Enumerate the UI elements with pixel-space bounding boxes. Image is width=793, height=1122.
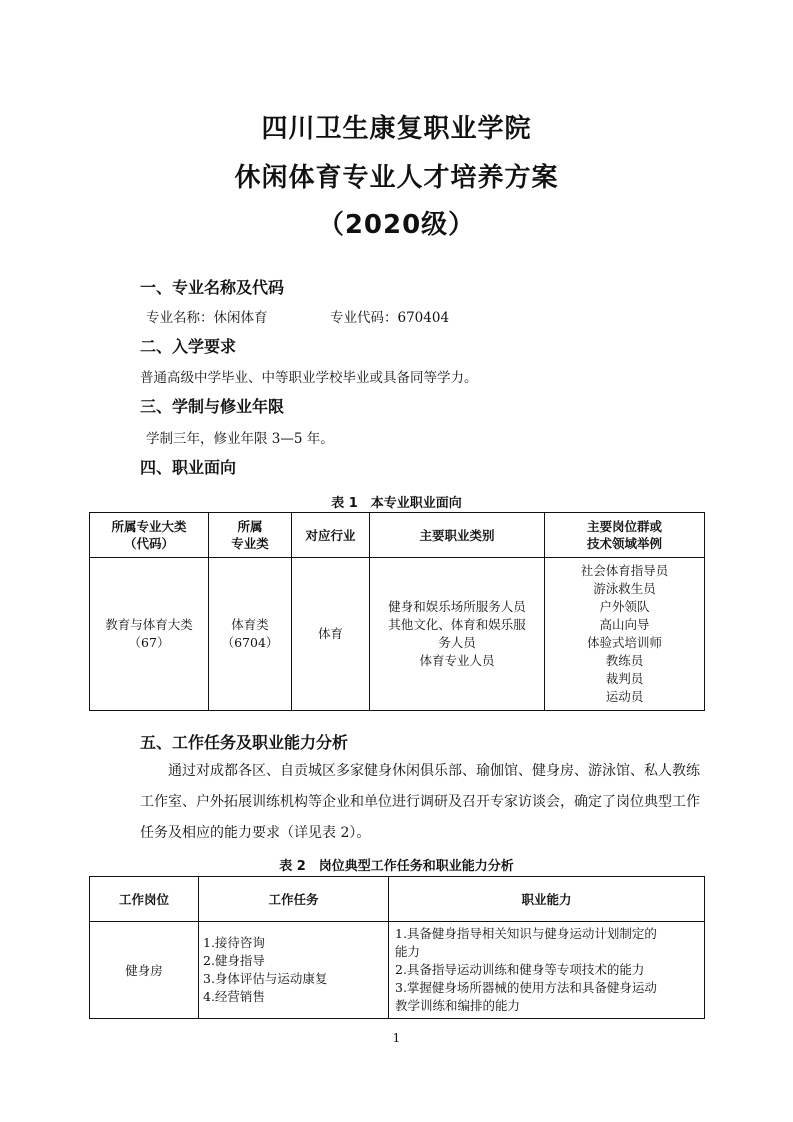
table1-header-category: 所属专业大类 （代码） xyxy=(90,513,209,558)
table-row xyxy=(90,558,705,711)
page-number: 1 xyxy=(392,1031,401,1045)
admission-text: 普通高级中学毕业、中等职业学校毕业或具备同等学力。 xyxy=(140,370,478,386)
table2-header-post: 工作岗位 xyxy=(90,877,199,922)
table1-cell-industry: 体育 xyxy=(292,558,370,711)
table2-caption: 表 2 岗位典型工作任务和职业能力分析 xyxy=(279,859,514,874)
section2-heading: 二、入学要求 xyxy=(140,337,237,356)
table1-cell-occupation: 健身和娱乐场所服务人员 其他文化、体育和娱乐服 务人员 体育专业人员 xyxy=(370,558,545,711)
doc-title-line3: （2020级） xyxy=(317,210,476,240)
section3-heading: 三、学制与修业年限 xyxy=(140,397,285,416)
section1-heading: 一、专业名称及代码 xyxy=(140,278,285,297)
table1-cell-posts: 社会体育指导员 游泳救生员 户外领队 高山向导 体验式培训师 教练员 裁判员 运动员 xyxy=(545,558,705,711)
doc-title-line2: 休闲体育专业人才培养方案 xyxy=(234,163,559,193)
ability-table xyxy=(89,876,705,1019)
table1-caption: 表 1 本专业职业面向 xyxy=(331,496,462,511)
table1-cell-class: 体育类 （6704） xyxy=(209,558,292,711)
table2-cell-post: 健身房 xyxy=(90,922,199,1019)
table-row xyxy=(90,922,705,1019)
section5-heading: 五、工作任务及职业能力分析 xyxy=(140,733,349,752)
table1-header-industry: 对应行业 xyxy=(292,513,370,558)
duration-text: 学制三年，修业年限 3—5 年。 xyxy=(146,431,334,447)
doc-title-line1: 四川卫生康复职业学院 xyxy=(261,114,532,144)
table1-header-posts: 主要岗位群或 技术领域举例 xyxy=(545,513,705,558)
table2-cell-abilities: 1.具备健身指导相关知识与健身运动计划制定的 能力 2.具备指导运动训练和健身等专项技术的能力 3.掌握健身场所器械的使用方法和具备健身运动 教学训练和编排的能力 xyxy=(389,922,705,1019)
table1-cell-category: 教育与体育大类 （67） xyxy=(90,558,209,711)
section5-paragraph: 通过对成都各区、自贡城区多家健身休闲俱乐部、瑜伽馆、健身房、游泳馆、私人教练工作室、户外拓展训练机构等企业和单位进行调研及召开专家访谈会，确定了岗位典型工作任务及相应的能力要求（详见表 2）。 xyxy=(140,763,700,841)
major-code-text: 专业代码：670404 xyxy=(330,310,450,326)
table2-header-task: 工作任务 xyxy=(199,877,389,922)
table2-cell-tasks: 1.接待咨询 2.健身指导 3.身体评估与运动康复 4.经营销售 xyxy=(199,922,389,1019)
career-table xyxy=(89,512,705,711)
table2-header-ability: 职业能力 xyxy=(389,877,705,922)
table1-header-class: 所属 专业类 xyxy=(209,513,292,558)
major-name-text: 专业名称：休闲体育 xyxy=(146,310,268,326)
table1-header-occupation: 主要职业类别 xyxy=(370,513,545,558)
section4-heading: 四、职业面向 xyxy=(140,458,237,477)
